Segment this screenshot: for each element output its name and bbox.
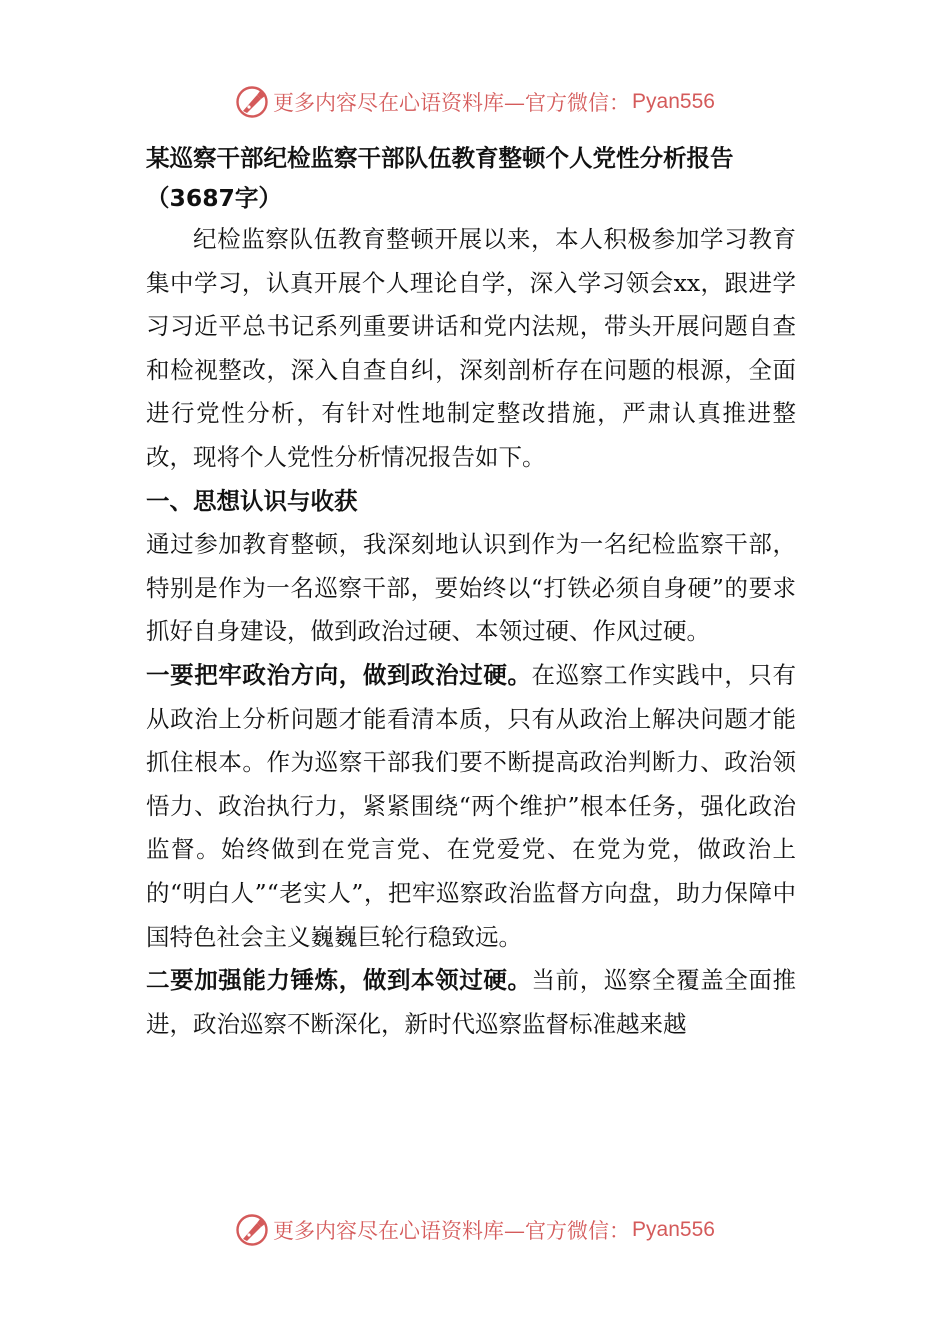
header-banner	[0, 82, 950, 122]
point-lead-1: 一要把牢政治方向，做到政治过硬。	[146, 660, 532, 689]
word-count: （3687字）	[146, 184, 282, 212]
point-body-1: 在巡察工作实践中，只有从政治上分析问题才能看清本质，只有从政治上解决问题才能抓住根本。作为巡察干部我们要不断提高政治判断力、政治领悟力、政治执行力，紧紧围绕“两个维护”根本任务，强化政治监督。始终做到在党言党、在党爱党、在党为党，做政治上的“明白人”“老实人”，把牢巡察政治监督方向盘，助力保障中国特色社会主义巍巍巨轮行稳致远。	[146, 660, 797, 951]
section-heading: 一、思想认识与收获	[146, 486, 358, 515]
section-paragraph: 通过参加教育整顿，我深刻地认识到作为一名纪检监察干部，特别是作为一名巡察干部，要始终以“打铁必须自身硬”的要求抓好自身建设，做到政治过硬、本领过硬、作风过硬。	[146, 530, 796, 646]
banner-text: 更多内容尽在心语资料库—官方微信：	[273, 91, 631, 115]
document-body	[146, 138, 796, 1046]
point-paragraph-2	[146, 959, 796, 1046]
banner-wechat-id: Pyan556	[632, 1218, 715, 1241]
document-title: 某巡察干部纪检监察干部队伍教育整顿个人党性分析报告	[146, 144, 734, 172]
banner-wechat-id: Pyan556	[632, 90, 715, 113]
pen-nib-logo-icon	[235, 1213, 269, 1247]
point-body-2: 当前，巡察全覆盖全面推进，政治巡察不断深化，新时代巡察监督标准越来越	[146, 966, 797, 1038]
footer-banner	[0, 1210, 950, 1250]
point-lead-2: 二要加强能力锤炼，做到本领过硬。	[146, 966, 532, 995]
banner-text: 更多内容尽在心语资料库—官方微信：	[273, 1219, 631, 1243]
pen-nib-logo-icon	[235, 85, 269, 119]
point-paragraph-1	[146, 654, 796, 959]
intro-paragraph: 纪检监察队伍教育整顿开展以来，本人积极参加学习教育集中学习，认真开展个人理论自学，深入学习领会xx，跟进学习习近平总书记系列重要讲话和党内法规，带头开展问题自查和检视整改，深入自查自纠，深刻剖析存在问题的根源，全面进行党性分析，有针对性地制定整改措施，严肃认真推进整改，现将个人党性分析情况报告如下。	[146, 225, 796, 471]
